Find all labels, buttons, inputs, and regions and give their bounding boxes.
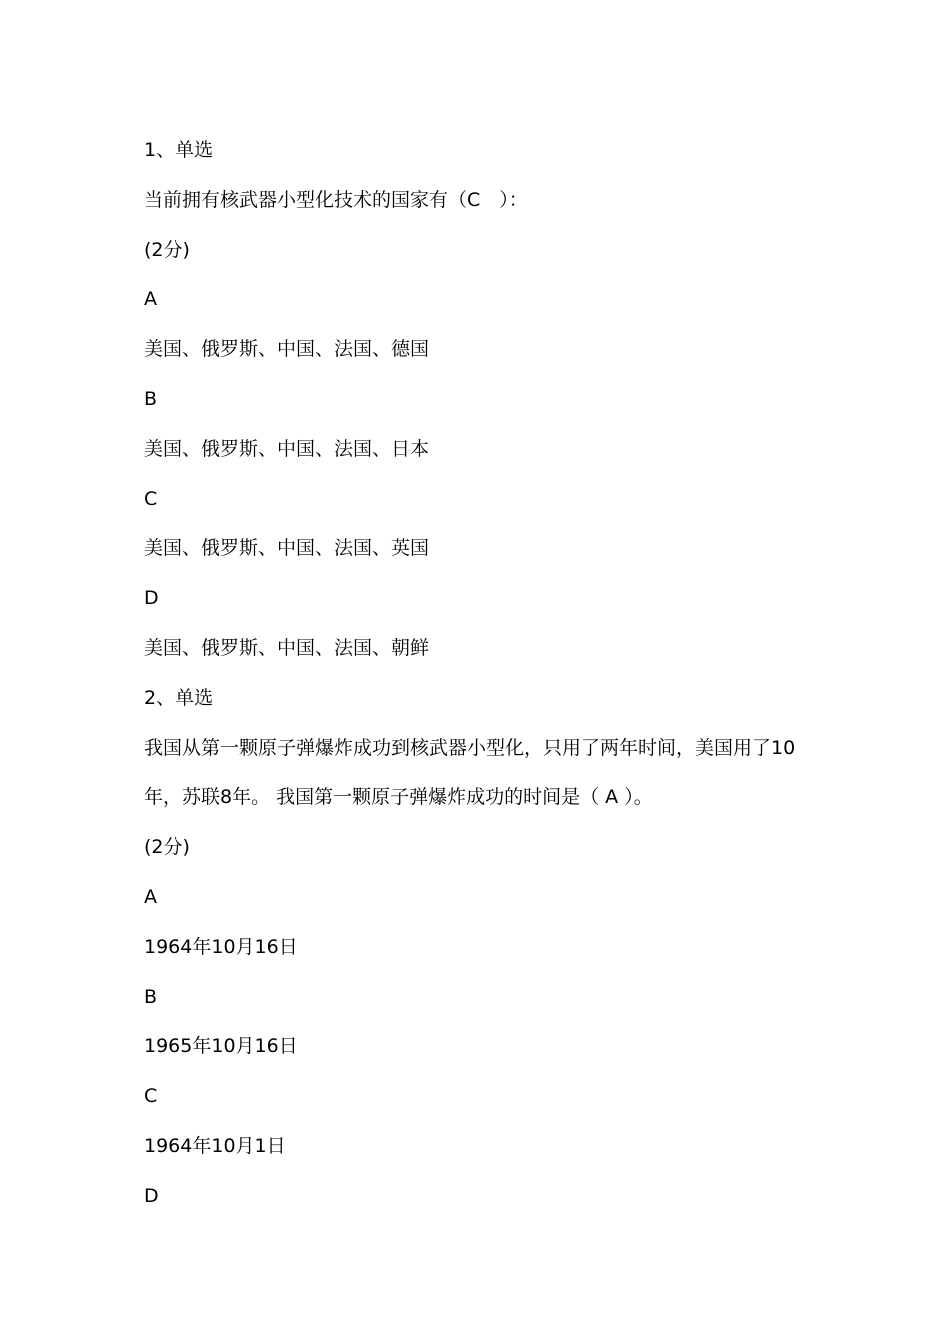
question-number: 2、单选: [144, 686, 214, 709]
question-score: (2分): [144, 836, 190, 859]
option-text-b: 美国、俄罗斯、中国、法国、日本: [144, 437, 430, 460]
option-text-d: 美国、俄罗斯、中国、法国、朝鲜: [144, 636, 430, 659]
option-text-c: 美国、俄罗斯、中国、法国、英国: [144, 537, 430, 560]
question-stem-line-2: 年，苏联8年。 我国第一颗原子弹爆炸成功的时间是（ A ）。: [144, 786, 653, 809]
option-letter-b: B: [144, 387, 158, 410]
option-text-a: 美国、俄罗斯、中国、法国、德国: [144, 338, 430, 361]
option-text-a: 1964年10月16日: [144, 935, 298, 958]
option-letter-c: C: [144, 487, 158, 510]
document-page: [144, 137, 824, 1233]
option-letter-b: B: [144, 985, 158, 1008]
question-stem-line-1: 我国从第一颗原子弹爆炸成功到核武器小型化，只用了两年时间，美国用了10: [144, 736, 796, 759]
option-text-b: 1965年10月16日: [144, 1035, 298, 1058]
option-letter-a: A: [144, 288, 157, 311]
question-number: 1、单选: [144, 139, 214, 161]
option-letter-c: C: [144, 1085, 158, 1108]
option-letter-d: D: [144, 587, 159, 610]
question-2: [144, 685, 824, 1209]
option-text-c: 1964年10月1日: [144, 1134, 286, 1157]
option-letter-a: A: [144, 885, 157, 908]
option-letter-d: D: [144, 1184, 159, 1207]
question-score: (2分): [144, 238, 190, 261]
question-1: [144, 137, 824, 661]
question-stem: 当前拥有核武器小型化技术的国家有（C ）：: [144, 188, 528, 211]
